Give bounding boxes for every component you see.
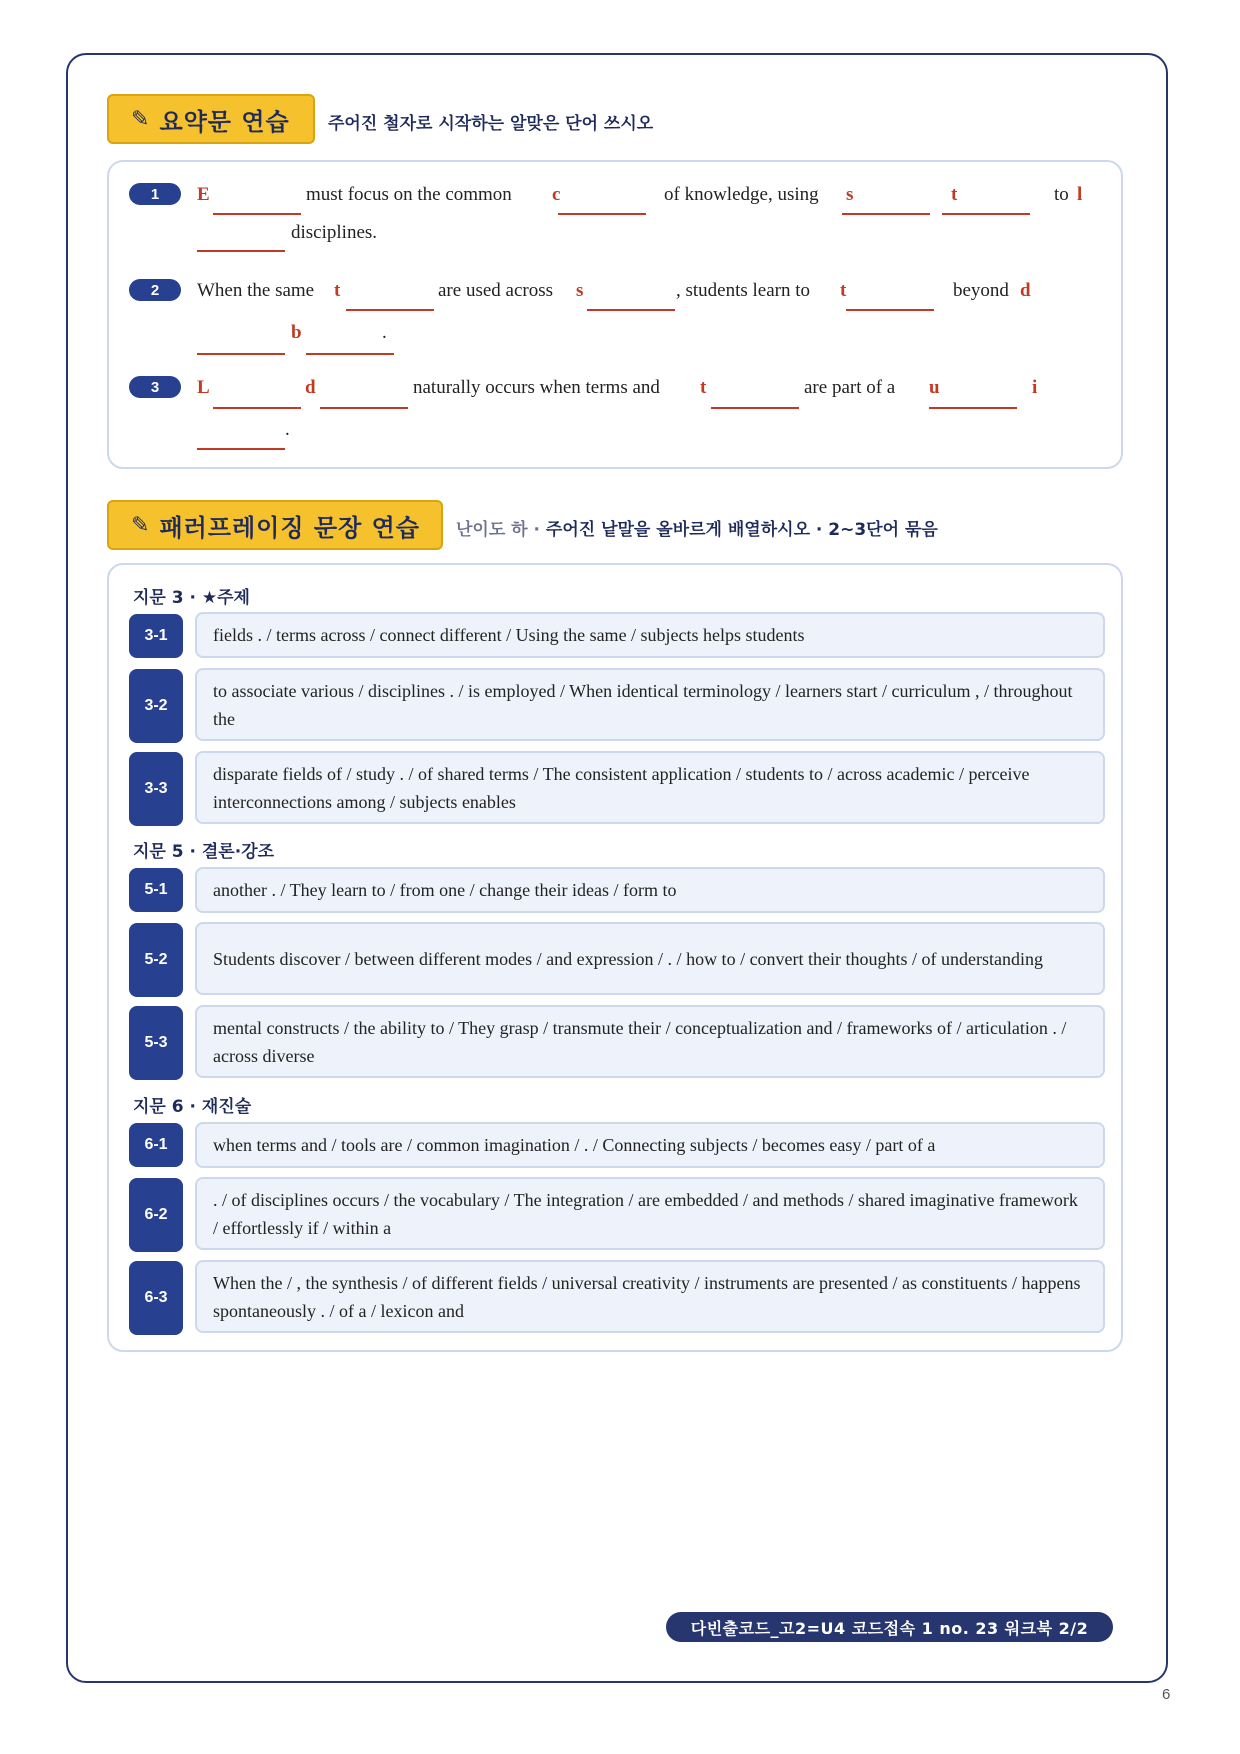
summary-text: of knowledge, using	[664, 184, 819, 205]
summary-text: to	[1054, 184, 1069, 205]
instruction-text: 주어진 낱말을 올바르게 배열하시오 · 2~3단어 묶음	[545, 520, 938, 540]
answer-blank[interactable]	[197, 448, 285, 450]
summary-instruction: 주어진 철자로 시작하는 알맞은 단어 쓰시오	[328, 114, 654, 134]
answer-blank[interactable]	[197, 353, 285, 355]
answer-blank[interactable]	[306, 353, 394, 355]
summary-section-badge	[107, 94, 315, 144]
passage-heading: 지문 6 · 재진술	[133, 1097, 252, 1117]
initial-letter: t	[700, 377, 707, 398]
pencil-icon: ✎	[131, 512, 150, 538]
summary-number: 1	[129, 183, 181, 205]
paraphrase-instruction	[456, 515, 938, 540]
summary-text: are used across	[438, 280, 554, 301]
summary-text: disciplines.	[291, 222, 378, 243]
answer-blank[interactable]	[942, 213, 1030, 215]
summary-text: must focus on the common	[306, 184, 512, 205]
summary-panel	[107, 160, 1123, 469]
question-number: 6-1	[129, 1123, 183, 1167]
passage-heading: 지문 5 · 결론·강조	[133, 842, 275, 862]
summary-text: .	[382, 322, 387, 343]
initial-letter: c	[552, 184, 561, 205]
question-number: 3-3	[129, 752, 183, 826]
scrambled-words: disparate fields of / study . / of shared terms / The consistent application / students to / across academic / perceive interconnections among / subjects enables	[195, 751, 1105, 824]
answer-blank[interactable]	[929, 407, 1017, 409]
initial-letter: L	[197, 377, 210, 398]
scrambled-words: to associate various / disciplines . / is employed / When identical terminology / learners start / curriculum , / throughout the	[195, 668, 1105, 741]
summary-text: .	[285, 419, 290, 440]
answer-blank[interactable]	[846, 309, 934, 311]
answer-blank[interactable]	[587, 309, 675, 311]
scrambled-words: fields . / terms across / connect different / Using the same / subjects helps students	[195, 612, 1105, 658]
pencil-icon: ✎	[131, 106, 150, 132]
initial-letter: E	[197, 184, 210, 205]
initial-letter: t	[334, 280, 341, 301]
initial-letter: t	[840, 280, 847, 301]
initial-letter: d	[305, 377, 316, 398]
summary-number: 3	[129, 376, 181, 398]
answer-blank[interactable]	[346, 309, 434, 311]
summary-text: When the same	[197, 280, 315, 301]
initial-letter: t	[951, 184, 958, 205]
paraphrase-panel	[107, 563, 1123, 1352]
difficulty-label: 난이도 하 ·	[456, 520, 540, 540]
scrambled-words: . / of disciplines occurs / the vocabulary / The integration / are embedded / and methods / shared imaginative framework / effortlessly if / within a	[195, 1177, 1105, 1250]
question-number: 5-3	[129, 1006, 183, 1080]
summary-text: , students learn to	[676, 280, 811, 301]
question-number: 5-2	[129, 923, 183, 997]
question-number: 6-3	[129, 1261, 183, 1335]
answer-blank[interactable]	[197, 250, 285, 252]
paraphrase-section-badge	[107, 500, 443, 550]
summary-text: are part of a	[804, 377, 896, 398]
initial-letter: u	[929, 377, 940, 398]
initial-letter: s	[576, 280, 584, 301]
answer-blank[interactable]	[842, 213, 930, 215]
answer-blank[interactable]	[213, 407, 301, 409]
answer-blank[interactable]	[711, 407, 799, 409]
paraphrase-section-title: 패러프레이징 문장 연습	[159, 513, 420, 542]
scrambled-words: When the / , the synthesis / of different fields / universal creativity / instruments are presented / as constituents / happens spontaneously . / of a / lexicon and	[195, 1260, 1105, 1333]
scrambled-words: another . / They learn to / from one / change their ideas / form to	[195, 867, 1105, 913]
scrambled-words: Students discover / between different modes / and expression / . / how to / convert their thoughts / of understanding	[195, 922, 1105, 995]
scrambled-words: mental constructs / the ability to / They grasp / transmute their / conceptualization and / frameworks of / articulation . / across diverse	[195, 1005, 1105, 1078]
initial-letter: l	[1077, 184, 1083, 205]
scrambled-words: when terms and / tools are / common imagination / . / Connecting subjects / becomes easy / part of a	[195, 1122, 1105, 1168]
question-number: 5-1	[129, 868, 183, 912]
question-number: 3-1	[129, 614, 183, 658]
question-number: 3-2	[129, 669, 183, 743]
passage-heading: 지문 3 · ★주제	[133, 588, 250, 608]
initial-letter: b	[291, 322, 302, 343]
summary-text: beyond	[953, 280, 1009, 301]
question-number: 6-2	[129, 1178, 183, 1252]
summary-number: 2	[129, 279, 181, 301]
initial-letter: i	[1032, 377, 1038, 398]
answer-blank[interactable]	[213, 213, 301, 215]
initial-letter: d	[1020, 280, 1031, 301]
footer-label: 다빈출코드_고2=U4 코드접속 1 no. 23 워크북 2/2	[666, 1612, 1113, 1642]
page-number: 6	[1162, 1686, 1171, 1703]
answer-blank[interactable]	[320, 407, 408, 409]
initial-letter: s	[846, 184, 854, 205]
summary-text: naturally occurs when terms and	[413, 377, 660, 398]
summary-section-title: 요약문 연습	[159, 107, 290, 136]
answer-blank[interactable]	[558, 213, 646, 215]
